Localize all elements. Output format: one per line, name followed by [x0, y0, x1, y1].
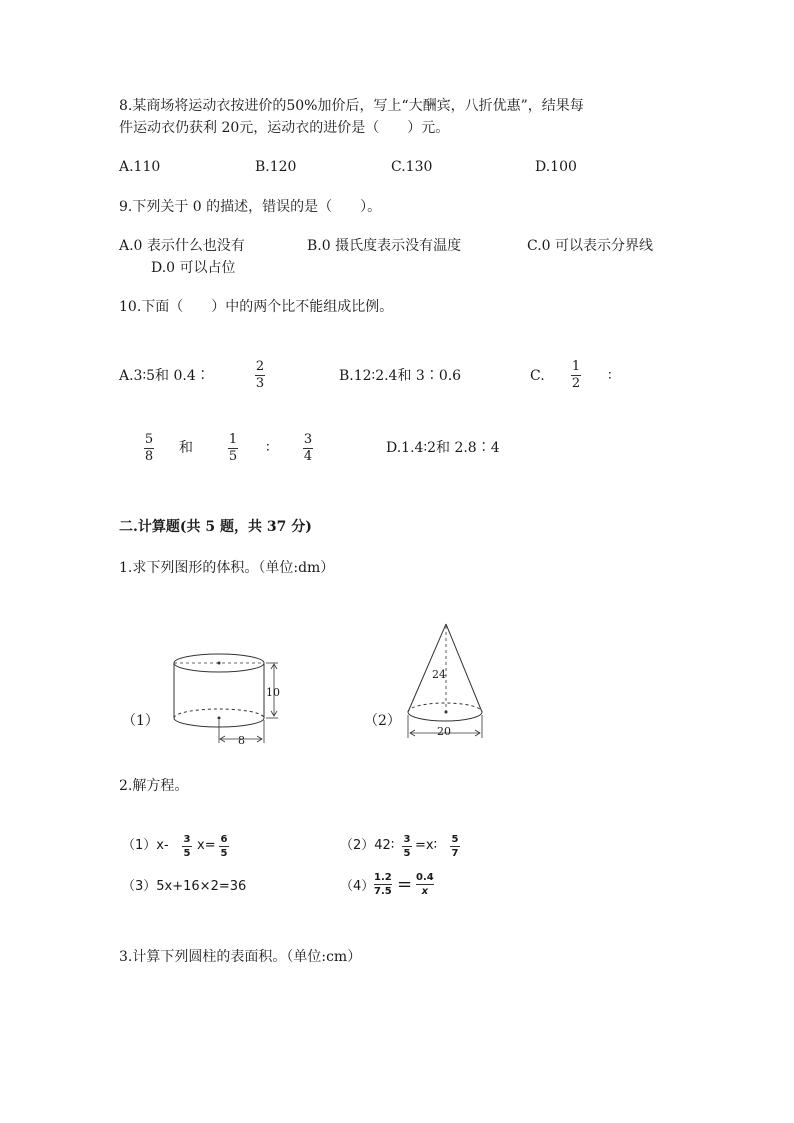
fraction-denominator: x: [421, 886, 429, 897]
fraction-bar: [182, 846, 192, 847]
q10-option-c-fraction-3: [228, 433, 238, 464]
eq4-fraction-1: [374, 872, 392, 897]
eq1-fraction-2: [219, 834, 229, 859]
q10-option-d: D.1.4∶2和 2.8∶4: [386, 440, 500, 456]
fraction-denominator: 5: [228, 449, 238, 464]
q8-option-b: B.120: [255, 159, 297, 175]
q8-option-c: C.130: [391, 159, 433, 175]
p1-stem: 1.求下列图形的体积。（单位:dm）: [119, 560, 335, 576]
fraction-denominator: 3: [255, 376, 265, 391]
eq4-prefix: （4）: [340, 879, 375, 894]
q10-option-c-colon: ∶: [608, 368, 612, 384]
fraction-denominator: 4: [303, 449, 313, 464]
q10-option-a-fraction: [255, 360, 265, 391]
p2-stem: 2.解方程。: [119, 778, 189, 794]
q9-option-c: C.0 可以表示分界线: [527, 238, 654, 254]
q10-option-c-he: 和: [179, 440, 193, 456]
fraction-denominator: 2: [571, 376, 581, 391]
fraction-numerator: 5: [451, 834, 459, 845]
eq1-fraction-1: [182, 834, 192, 859]
eq2-prefix: （2）42∶: [340, 838, 395, 853]
q10-option-c-colon-2: ∶: [266, 440, 270, 456]
fraction-denominator: 7.5: [374, 886, 392, 897]
fraction-denominator: 5: [220, 848, 228, 859]
fraction-numerator: 0.4: [416, 872, 434, 883]
eq1-middle: x=: [197, 838, 216, 853]
cylinder-radius-label: 8: [238, 734, 245, 747]
q10-stem: 10.下面（ ）中的两个比不能组成比例。: [119, 299, 394, 315]
fraction-bar: [374, 884, 392, 885]
q10-option-c-fraction-4: [303, 433, 313, 464]
fraction-denominator: 5: [183, 848, 191, 859]
p3-stem: 3.计算下列圆柱的表面积。（单位:cm）: [119, 949, 362, 965]
q9-stem: 9.下列关于 0 的描述，错误的是（ ）。: [119, 199, 382, 215]
q8-option-a: A.110: [119, 159, 161, 175]
q10-option-c-fraction-2: [144, 433, 154, 464]
eq1-prefix: （1）x-: [122, 838, 169, 853]
eq2-fraction-2: [450, 834, 460, 859]
q8-option-d: D.100: [535, 159, 577, 175]
eq4-equals: =: [397, 874, 413, 895]
fraction-bar: [219, 846, 229, 847]
fraction-numerator: 1.2: [374, 872, 392, 883]
eq2-fraction-1: [402, 834, 412, 859]
cone-diameter-label: 20: [437, 725, 451, 738]
p1-figure-2-label: （2）: [364, 713, 401, 729]
p1-figure-1-label: （1）: [122, 713, 159, 729]
eq2-middle: =x∶: [415, 838, 437, 853]
fraction-bar: [416, 884, 434, 885]
fraction-numerator: 3: [403, 834, 411, 845]
q10-option-b: B.12∶2.4和 3∶0.6: [339, 368, 462, 384]
cone-height-label: 24: [432, 668, 446, 681]
fraction-numerator: 2: [255, 359, 265, 374]
section-2-title: 二.计算题(共 5 题，共 37 分): [119, 519, 312, 535]
fraction-numerator: 6: [220, 834, 228, 845]
q8-stem-line2: 件运动衣仍获利 20元，运动衣的进价是（ ）元。: [119, 120, 450, 136]
fraction-numerator: 1: [571, 359, 581, 374]
eq4-fraction-2: [416, 872, 434, 897]
q10-option-a-prefix: A.3∶5和 0.4∶: [119, 368, 210, 384]
fraction-numerator: 5: [144, 432, 154, 447]
eq3: （3）5x+16×2=36: [122, 879, 247, 894]
fraction-numerator: 3: [183, 834, 191, 845]
q10-option-c-fraction-1: [571, 360, 581, 391]
fraction-denominator: 5: [403, 848, 411, 859]
q10-option-c-prefix: C.: [530, 368, 545, 384]
fraction-numerator: 3: [303, 432, 313, 447]
q9-option-d: D.0 可以占位: [151, 260, 236, 276]
q8-stem-line1: 8.某商场将运动衣按进价的50%加价后，写上“大酬宾，八折优惠”，结果每: [119, 98, 584, 114]
fraction-numerator: 1: [228, 432, 238, 447]
fraction-denominator: 8: [144, 449, 154, 464]
fraction-bar: [450, 846, 460, 847]
q9-option-b: B.0 摄氏度表示没有温度: [307, 238, 462, 254]
cylinder-height-label: 10: [266, 686, 280, 699]
q9-option-a: A.0 表示什么也没有: [119, 238, 245, 254]
fraction-denominator: 7: [451, 848, 459, 859]
fraction-bar: [402, 846, 412, 847]
